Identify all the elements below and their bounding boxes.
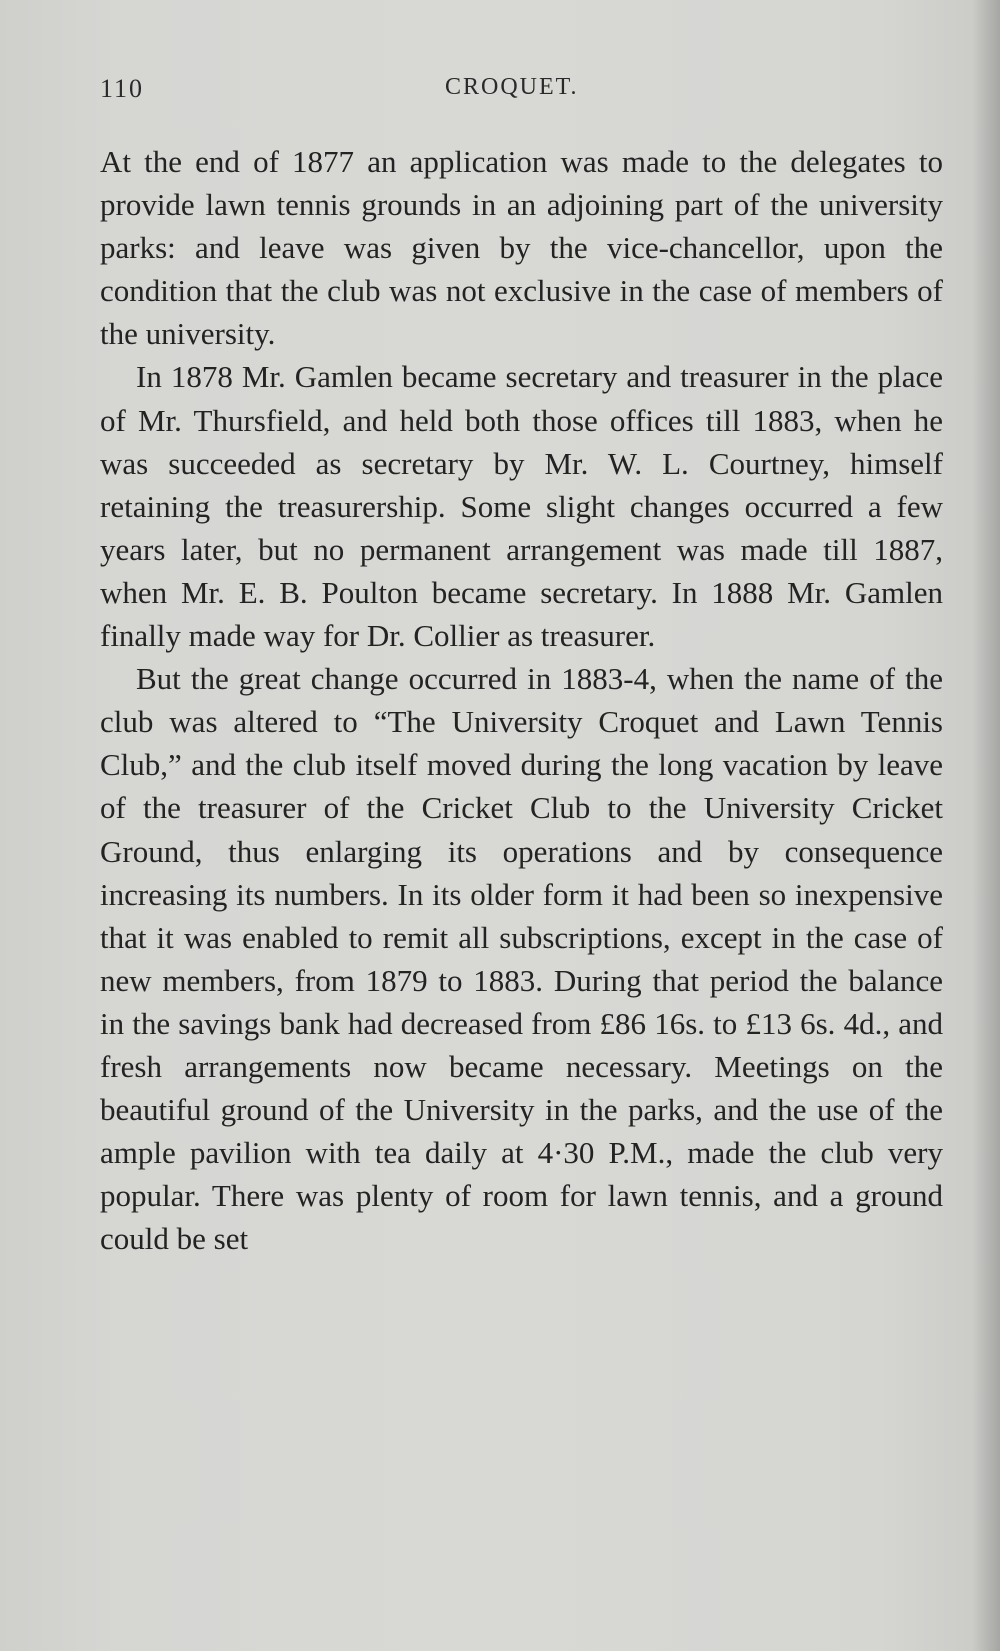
- body-text: [100, 140, 943, 1260]
- paragraph-3: But the great change occurred in 1883-4, when the name of the club was altered to “The University Croquet and Lawn Tennis Club,” and the club itself moved during the long vacation by leave of the treasurer of the Cricket Club to the University Cricket Ground, thus enlarging its operations and by consequence increasing its numbers. In its older form it had been so inexpensive that it was enabled to remit all subscriptions, except in the case of new members, from 1879 to 1883. During that period the balance in the savings bank had decreased from £86 16s. to £13 6s. 4d., and fresh arrangements now became necessary. Meetings on the beautiful ground of the University in the parks, and the use of the ample pavilion with tea daily at 4·30 P.M., made the club very popular. There was plenty of room for lawn tennis, and a ground could be set: [100, 661, 943, 1257]
- running-head: CROQUET.: [445, 74, 579, 100]
- page-header: [100, 74, 900, 114]
- page-number: 110: [100, 74, 145, 103]
- page-edge-shadow: [972, 0, 1000, 1651]
- paragraph-1: At the end of 1877 an application was made to the delegates to provide lawn tennis grounds in an adjoining part of the university parks: and leave was given by the vice-chancellor, upon the condition that the club was not exclusive in the case of members of the university.: [100, 144, 943, 352]
- paragraph-2: In 1878 Mr. Gamlen became secretary and treasurer in the place of Mr. Thursfield, and held both those offices till 1883, when he was succeeded as secretary by Mr. W. L. Courtney, himself retaining the treasurership. Some slight changes occurred a few years later, but no permanent arrangement was made till 1887, when Mr. E. B. Poulton became secretary. In 1888 Mr. Gamlen finally made way for Dr. Collier as treasurer.: [100, 359, 943, 654]
